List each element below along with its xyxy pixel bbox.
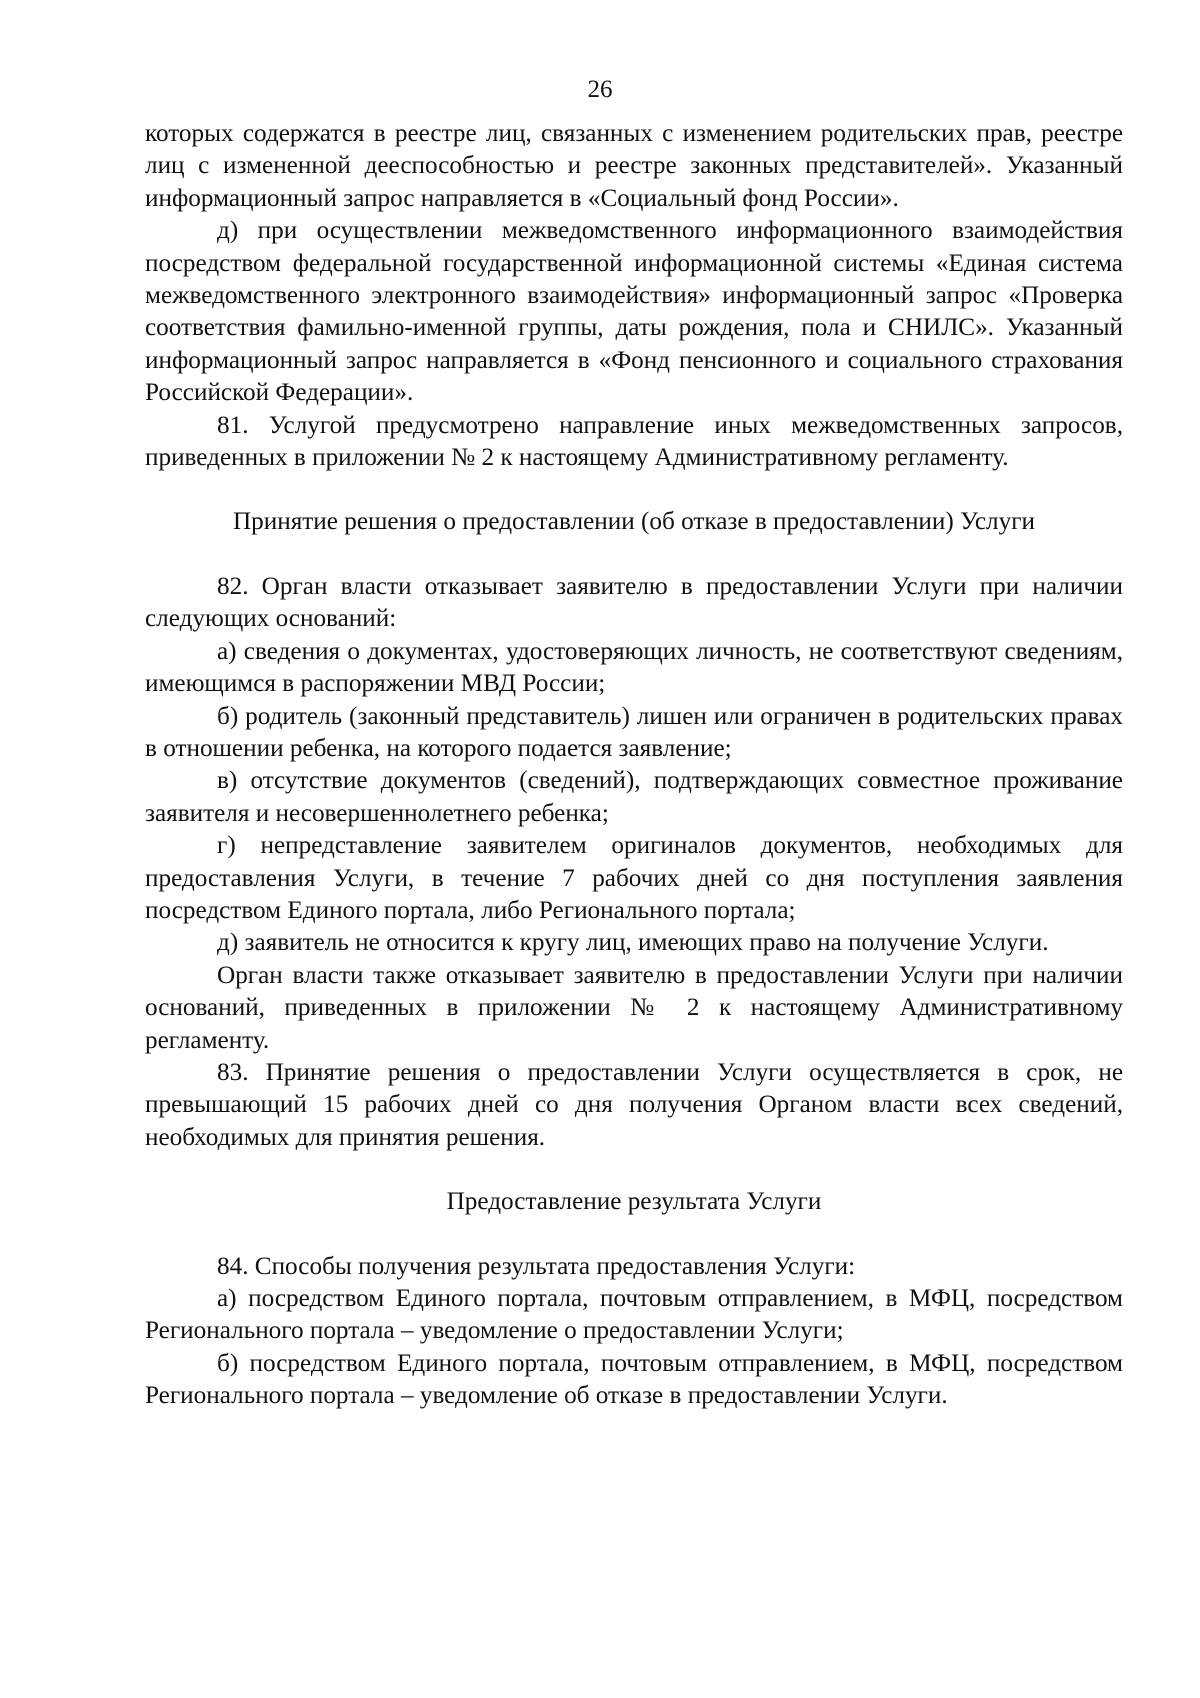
section-heading-decision: Принятие решения о предоставлении (об отказе в предоставлении) Услуги xyxy=(232,508,1036,536)
paragraph-continuation: которых содержатся в реестре лиц, связанных с изменением родительских прав, реестре лиц с измененной дееспособностью и реестре законных представителей». Указанный информационный запрос направляется в «Социальный фонд России». xyxy=(145,120,1123,212)
paragraph-84-item-b: б) посредством Единого портала, почтовым отправлением, в МФЦ, посредством Регионального портала – уведомление об отказе в предоставлении Услуги. xyxy=(145,1349,1123,1410)
paragraph-82-additional: Орган власти также отказывает заявителю в предоставлении Услуги при наличии оснований, приведенных в приложении № 2 к настоящему Административному регламенту. xyxy=(145,961,1123,1054)
paragraph-83: 83. Принятие решения о предоставлении Услуги осуществляется в срок, не превышающий 15 рабочих дней со дня получения Органом власти всех сведений, необходимых для принятия решения. xyxy=(145,1058,1123,1151)
paragraph-82: 82. Орган власти отказывает заявителю в предоставлении Услуги при наличии следующих оснований: xyxy=(145,572,1123,633)
paragraph-item-d-interagency: д) при осуществлении межведомственного информационного взаимодействия посредством федеральной государственной информационной системы «Единая система межведомственного электронного взаимодействия» информационный запрос «Проверка соответствия фамильно-именной группы, даты рождения, пола и СНИЛС». Указанный информационный запрос направляется в «Фонд пенсионного и социального страхования Российской Федерации». xyxy=(145,217,1123,407)
paragraph-81: 81. Услугой предусмотрено направление иных межведомственных запросов, приведенных в приложении № 2 к настоящему Административному регламенту. xyxy=(145,411,1123,472)
section-heading-result: Предоставление результата Услуги xyxy=(446,1188,822,1216)
paragraph-84-item-a: а) посредством Единого портала, почтовым отправлением, в МФЦ, посредством Регионального портала – уведомление о предоставлении Услуги; xyxy=(145,1285,1123,1345)
paragraph-82-item-b: б) родитель (законный представитель) лишен или ограничен в родительских правах в отношении ребенка, на которого подается заявление; xyxy=(145,702,1123,762)
document-body xyxy=(145,118,1123,1413)
paragraph-82-item-g: г) непредставление заявителем оригиналов документов, необходимых для предоставления Услуги, в течение 7 рабочих дней со дня поступления заявления посредством Единого портала, либо Регионального портала; xyxy=(145,832,1123,924)
paragraph-82-item-d: д) заявитель не относится к кругу лиц, имеющих право на получение Услуги. xyxy=(217,929,1049,957)
paragraph-84: 84. Способы получения результата предоставления Услуги: xyxy=(217,1252,856,1280)
paragraph-82-item-a: а) сведения о документах, удостоверяющих личность, не соответствуют сведениям, имеющимся в распоряжении МВД России; xyxy=(145,637,1123,698)
paragraph-82-item-v: в) отсутствие документов (сведений), подтверждающих совместное проживание заявителя и несовершеннолетнего ребенка; xyxy=(145,767,1123,827)
page-number: 26 xyxy=(587,76,613,103)
